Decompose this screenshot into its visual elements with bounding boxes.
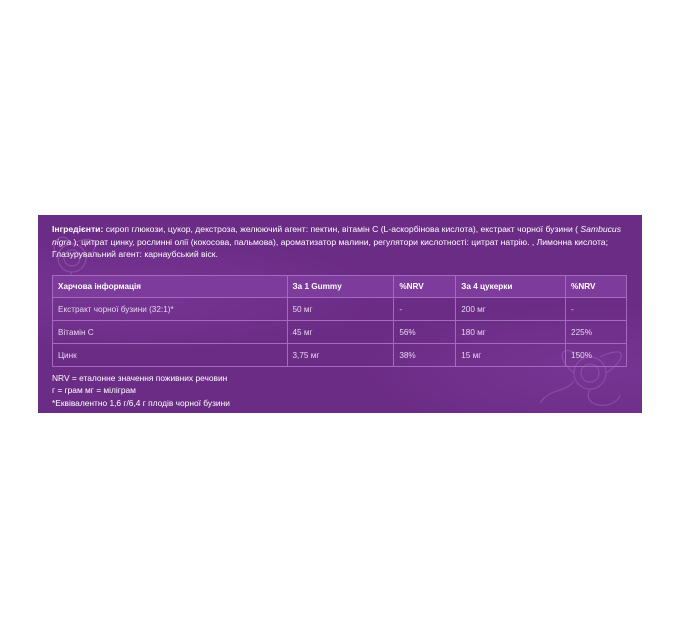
table-cell: 15 мг [456,344,566,367]
table-cell: 3,75 мг [287,344,394,367]
table-cell: Цинк [53,344,288,367]
table-cell: Екстракт чорної бузини (32:1)* [53,298,288,321]
ingredients-latin-name: Sambucus nigra [52,224,622,247]
ingredients-text-part2: ), цитрат цинку, рослинні олії (кокосова, пальмова), ароматизатор малини, регулятори кислотності: цитрат натрію. , Лимонна кислота; Глазурувальний агент: карнаубський віск. [52,236,608,260]
header-per-4-gummies: За 4 цукерки [456,276,566,298]
header-nutrition-info: Харчова інформація [53,276,288,298]
nutrition-table [52,275,627,367]
table-row [53,321,627,344]
table-cell: 180 мг [456,321,566,344]
nutrition-panel [38,215,642,413]
footnote-equivalent: *Еквівалентно 1,6 г/6,4 г плодів чорної бузини [52,397,230,408]
ingredients-text-part1: сироп глюкози, цукор, декстроза, желюючий агент: пектин, вітамін С (L-аскорбінова кислота), екстракт чорної бузини ( [103,224,579,234]
table-cell: 38% [394,344,456,367]
table-cell: Вітамін С [53,321,288,344]
header-nrv: %NRV [394,276,456,298]
table-cell: 56% [394,321,456,344]
table-cell: 200 мг [456,298,566,321]
table-cell: 225% [566,321,627,344]
table-cell: 45 мг [287,321,394,344]
table-cell: - [394,298,456,321]
table-cell: 50 мг [287,298,394,321]
header-nrv: %NRV [566,276,627,298]
table-cell: 150% [566,344,627,367]
ingredients-label: Інгредієнти: [52,224,104,234]
table-header-row [53,276,627,298]
ingredients-text [52,223,630,261]
footnotes [52,372,230,409]
table-row [53,344,627,367]
footnote-nrv: NRV = еталонне значення поживних речовин [52,373,228,383]
footnote-units: г = грам мг = міліграм [52,385,136,396]
table-row [53,298,627,321]
header-per-gummy: За 1 Gummy [287,276,394,298]
table-cell: - [566,298,627,321]
